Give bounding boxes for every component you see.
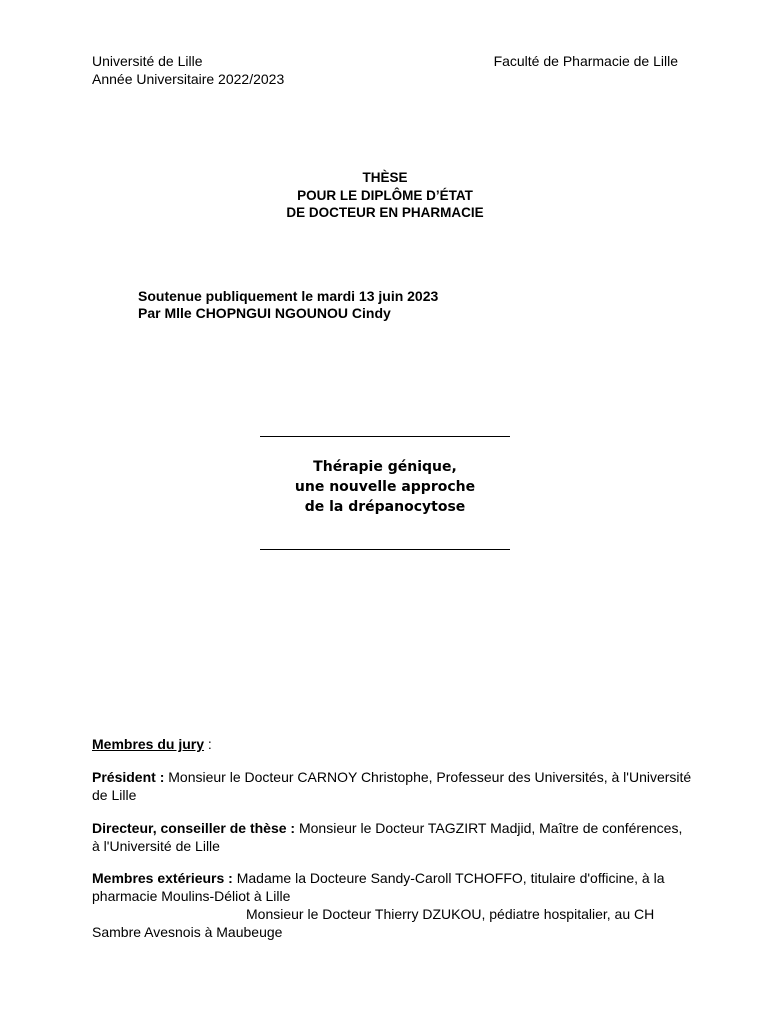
thesis-title-line1: THÈSE bbox=[362, 170, 408, 185]
external-text-1: Madame la Docteure Sandy-Caroll TCHOFFO, titulaire d'officine, à la pharmacie Moulins-Déliot à Lille bbox=[92, 870, 665, 904]
director-label: Directeur, conseiller de thèse : bbox=[92, 820, 296, 836]
jury-heading: Membres du jury bbox=[92, 736, 205, 752]
subject-bottom-rule bbox=[260, 549, 510, 550]
jury-heading-suffix: : bbox=[204, 736, 212, 752]
director-text: Monsieur le Docteur TAGZIRT Madjid, Maître de conférences, à l'Université de Lille bbox=[92, 820, 683, 854]
jury-president bbox=[92, 768, 692, 804]
subject-line1: Thérapie génique, bbox=[313, 459, 457, 475]
defense-date: Soutenue publiquement le mardi 13 juin 2023 bbox=[138, 288, 439, 304]
jury-director bbox=[92, 819, 692, 855]
thesis-title-line2: POUR LE DIPLÔME D’ÉTAT bbox=[297, 188, 473, 203]
university-name: Université de Lille bbox=[92, 53, 203, 69]
thesis-title-line3: DE DOCTEUR EN PHARMACIE bbox=[286, 205, 484, 220]
jury-heading-block bbox=[92, 735, 692, 753]
external-label: Membres extérieurs : bbox=[92, 870, 233, 886]
faculty-name: Faculté de Pharmacie de Lille bbox=[493, 53, 678, 69]
subject-top-rule bbox=[260, 436, 510, 437]
jury-external bbox=[92, 869, 692, 941]
defense-author: Par Mlle CHOPNGUI NGOUNOU Cindy bbox=[138, 305, 391, 321]
subject-line2: une nouvelle approche bbox=[294, 479, 476, 495]
external-text-2: Monsieur le Docteur Thierry DZUKOU, pédiatre hospitalier, au CH Sambre Avesnois à Maubeuge bbox=[92, 906, 655, 940]
academic-year: Année Universitaire 2022/2023 bbox=[92, 71, 285, 87]
president-text: Monsieur le Docteur CARNOY Christophe, Professeur des Universités, à l'Université de Lille bbox=[92, 769, 692, 803]
subject-line3: de la drépanocytose bbox=[304, 499, 466, 515]
president-label: Président : bbox=[92, 769, 165, 785]
